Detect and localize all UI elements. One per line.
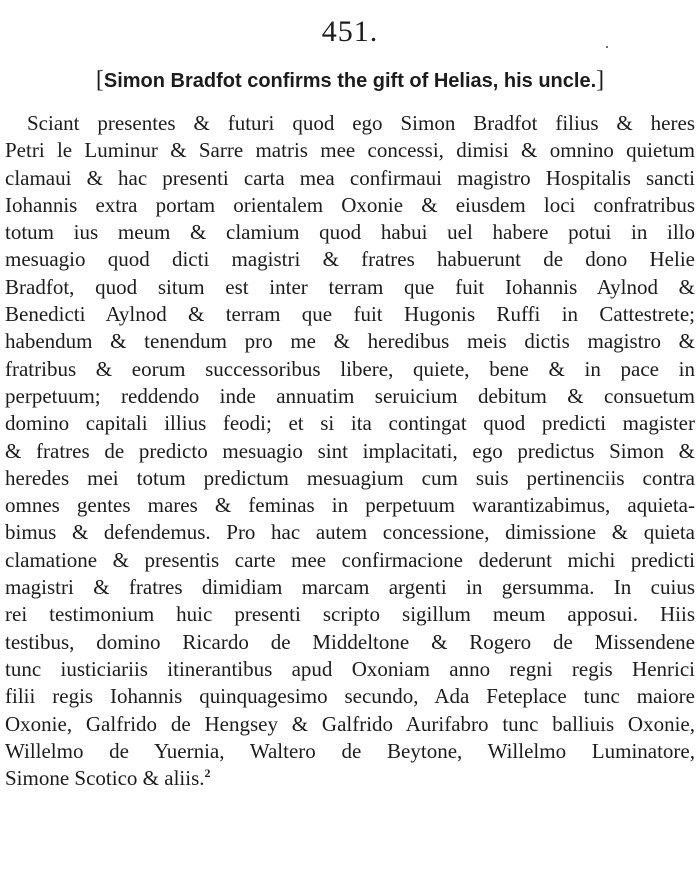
text-line-last	[5, 765, 695, 792]
text-line: habendum & tenendum pro me & heredibus meis dictis magistro &	[5, 329, 695, 354]
charter-heading	[0, 66, 700, 95]
text-line: clamaui & hac presenti carta mea confirmaui magistro Hospitalis sancti	[5, 165, 695, 190]
text-line: Petri le Luminur & Sarre matris mee concessi, dimisi & omnino quietum	[5, 138, 695, 163]
text-line: omnes gentes mares & feminas in perpetuum warantizabimus, aquieta-	[5, 493, 695, 518]
text-line: & fratres de predicto mesuagio sint implacitati, ego predictus Simon &	[5, 438, 695, 463]
heading-close-bracket: ]	[596, 67, 605, 93]
heading-text: Simon Bradfot confirms the gift of Helias, his uncle.	[103, 70, 597, 92]
text-line: bimus & defendemus. Pro hac autem concessione, dimissione & quieta	[5, 520, 695, 545]
page-speck	[606, 46, 608, 48]
last-line-text: Simone Scotico & aliis.	[5, 766, 205, 791]
text-line: Iohannis extra portam orientalem Oxonie & eiusdem loci confratribus	[5, 192, 695, 217]
text-line: magistri & fratres dimidiam marcam argenti in gersumma. In cuius	[5, 575, 695, 600]
text-line: fratribus & eorum successoribus libere, quiete, bene & in pace in	[5, 356, 695, 381]
text-line: domino capitali illius feodi; et si ita contingat quod predicti magister	[5, 411, 695, 436]
heading-open-bracket: [	[95, 67, 104, 93]
text-line: heredes mei totum predictum mesuagium cum suis pertinenciis contra	[5, 465, 695, 490]
text-line: Oxonie, Galfrido de Hengsey & Galfrido Aurifabro tunc balliuis Oxonie,	[5, 711, 695, 736]
text-line: testibus, domino Ricardo de Middeltone & Rogero de Missendene	[5, 629, 695, 654]
text-line: rei testimonium huic presenti scripto sigillum meum apposui. Hiis	[5, 602, 695, 627]
text-line: Sciant presentes & futuri quod ego Simon Bradfot filius & heres	[27, 111, 695, 135]
text-line: filii regis Iohannis quinquagesimo secundo, Ada Feteplace tunc maiore	[5, 684, 695, 709]
text-line: clamatione & presentis carte mee confirmacione dederunt michi predicti	[5, 547, 695, 572]
text-line: mesuagio quod dicti magistri & fratres habuerunt de dono Helie	[5, 247, 695, 272]
footnote-marker[interactable]: 2	[204, 766, 211, 781]
charter-body	[5, 110, 695, 792]
charter-number: 451.	[321, 15, 379, 48]
text-line: Bradfot, quod situm est inter terram que fuit Iohannis Aylnod &	[5, 274, 695, 299]
text-line: Willelmo de Yuernia, Waltero de Beytone, Willelmo Luminatore,	[5, 738, 695, 763]
text-line: Benedicti Aylnod & terram que fuit Hugonis Ruffi in Cattestrete;	[5, 302, 695, 327]
text-line: totum ius meum & clamium quod habui uel habere potui in illo	[5, 220, 695, 245]
text-line: perpetuum; reddendo inde annuatim seruicium debitum & consuetum	[5, 383, 695, 408]
text-line: tunc iusticiariis itinerantibus apud Oxoniam anno regni regis Henrici	[5, 656, 695, 681]
